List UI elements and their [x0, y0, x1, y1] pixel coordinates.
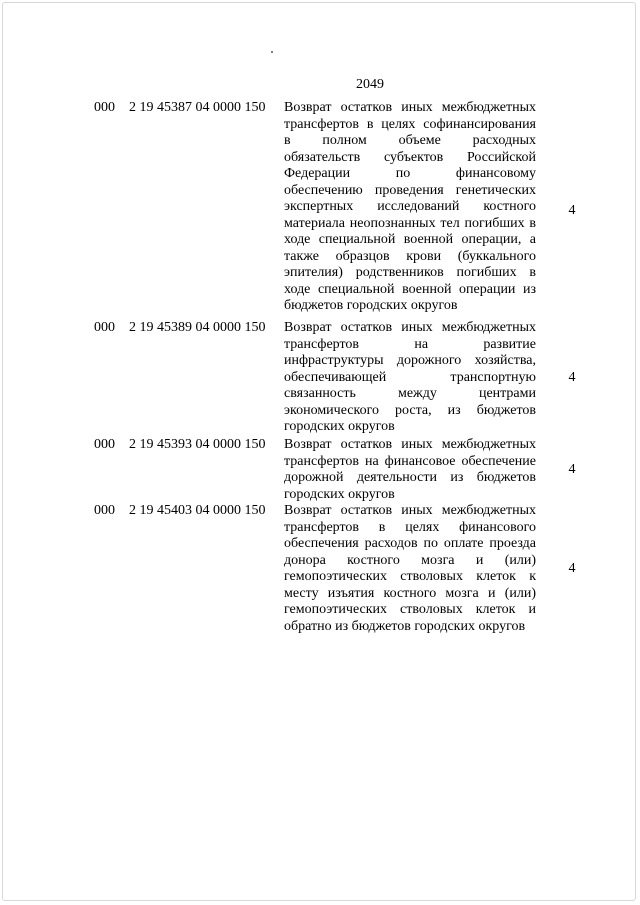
description-line: Возврат остатков иных межбюджетных [284, 503, 536, 518]
row-value: 4 [568, 203, 576, 218]
admin-code: 000 [94, 503, 115, 518]
row-value: 4 [568, 561, 576, 576]
description-line: обеспечения расходов по оплате проезда [284, 536, 536, 551]
description-line: ходе специальной военной операции из [284, 281, 536, 297]
description-line: также образцов крови (буккального [284, 248, 536, 264]
description-line: трансфертов на финансовое обеспечение [284, 453, 536, 469]
description-line: Возврат остатков иных межбюджетных [284, 100, 536, 115]
description-line: в полном объеме расходных [284, 133, 536, 148]
description-line: материала неопознанных тел погибших в [284, 215, 536, 231]
budget-classification-code: 2 19 45393 04 0000 150 [129, 437, 266, 452]
page-number: 2049 [356, 77, 384, 92]
description-line: дорожной деятельности из бюджетов [284, 470, 536, 485]
description-line: бюджетов городских округов [284, 298, 458, 313]
description-line: обеспечивающей транспортную [284, 369, 536, 385]
description-line: трансфертов в целях софинансирования [284, 116, 536, 132]
description-line: ходе специальной военной операции, а [284, 232, 536, 247]
description-line: Возврат остатков иных межбюджетных [284, 320, 536, 335]
row-value: 4 [568, 370, 576, 385]
income-description [284, 437, 536, 503]
admin-code: 000 [94, 437, 115, 452]
description-line: обеспечению проведения генетических [284, 182, 536, 198]
description-line: Федерации по финансовому [284, 166, 536, 181]
description-line: обязательств субъектов Российской [284, 149, 536, 165]
budget-classification-code: 2 19 45387 04 0000 150 [129, 100, 266, 115]
budget-classification-code: 2 19 45389 04 0000 150 [129, 320, 266, 335]
description-line: месту изъятия костного мозга и (или) [284, 585, 536, 601]
income-description [284, 100, 536, 315]
budget-classification-code: 2 19 45403 04 0000 150 [129, 503, 266, 518]
description-line: связанность между центрами [284, 386, 536, 401]
description-line: гемопоэтических стволовых клеток и [284, 602, 536, 617]
description-line: городских округов [284, 419, 395, 434]
description-line: городских округов [284, 486, 395, 502]
description-line: обратно из бюджетов городских округов [284, 618, 526, 634]
income-description [284, 320, 536, 436]
description-line: трансфертов в целях финансового [284, 519, 536, 535]
admin-code: 000 [94, 320, 115, 335]
description-line: трансфертов на развитие [284, 336, 536, 352]
description-line: экспертных исследований костного [284, 199, 536, 214]
description-line: инфраструктуры дорожного хозяйства, [284, 353, 536, 368]
description-line: экономического роста, из бюджетов [284, 402, 536, 418]
income-description [284, 503, 536, 635]
description-line: Возврат остатков иных межбюджетных [284, 437, 536, 452]
scan-speck [271, 51, 273, 53]
description-line: донора костного мозга и (или) [284, 552, 536, 568]
description-line: эпителия) родственников погибших в [284, 265, 536, 280]
description-line: гемопоэтических стволовых клеток к [284, 569, 536, 584]
admin-code: 000 [94, 100, 115, 115]
row-value: 4 [568, 462, 576, 477]
